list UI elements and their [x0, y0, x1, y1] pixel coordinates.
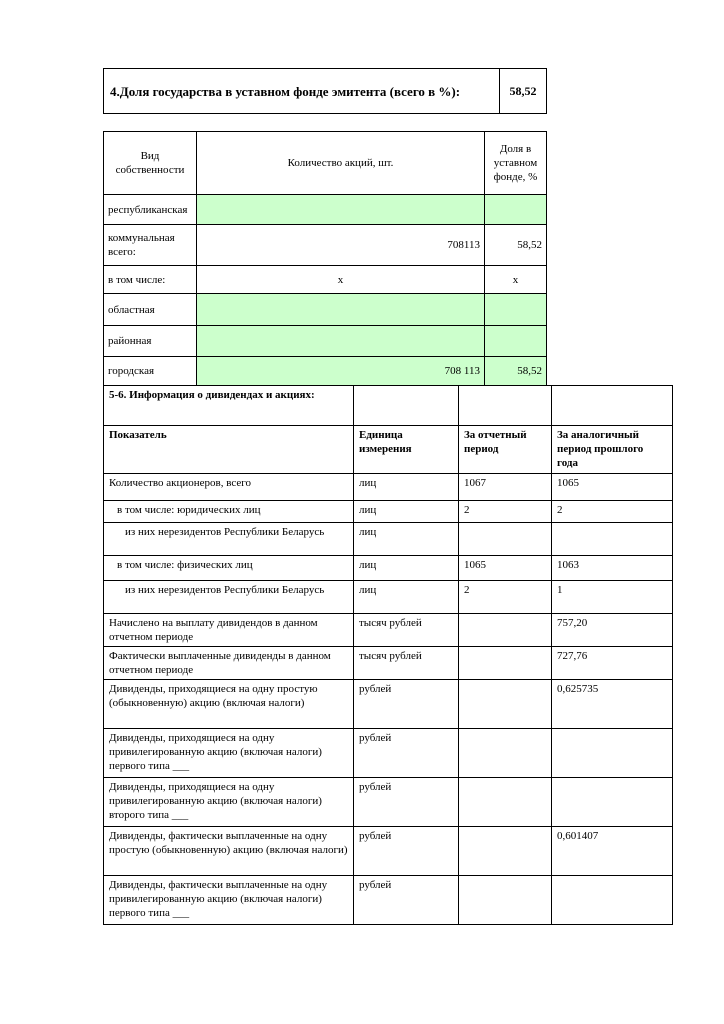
unit-cell: лиц	[354, 523, 459, 556]
current-cell	[459, 680, 552, 729]
indicator-header: Показатель	[104, 426, 354, 474]
table-row	[104, 778, 673, 827]
ownership-type: республиканская	[104, 195, 197, 225]
ownership-share: х	[485, 266, 547, 294]
unit-cell: лиц	[354, 581, 459, 614]
current-cell	[459, 729, 552, 778]
ownership-row	[104, 266, 547, 294]
indicator-cell: Фактически выплаченные дивиденды в данном отчетном периоде	[104, 647, 354, 680]
current-cell	[459, 778, 552, 827]
ownership-type: городская	[104, 357, 197, 386]
current-cell	[459, 876, 552, 925]
ownership-share	[485, 195, 547, 225]
dividends-title-row	[104, 386, 673, 426]
current-cell: 1065	[459, 556, 552, 581]
current-cell	[459, 827, 552, 876]
unit-cell: лиц	[354, 501, 459, 523]
ownership-qty-header: Количество акций, шт.	[197, 132, 485, 195]
indicator-cell: Начислено на выплату дивидендов в данном отчетном периоде	[104, 614, 354, 647]
previous-cell: 727,76	[552, 647, 673, 680]
ownership-share	[485, 326, 547, 357]
ownership-qty: 708113	[197, 225, 485, 266]
current-cell: 1067	[459, 474, 552, 501]
unit-cell: рублей	[354, 729, 459, 778]
unit-cell: рублей	[354, 680, 459, 729]
unit-cell: тысяч рублей	[354, 647, 459, 680]
unit-header: Единица измерения	[354, 426, 459, 474]
current-cell	[459, 614, 552, 647]
table-row	[104, 876, 673, 925]
previous-cell	[552, 876, 673, 925]
unit-cell: лиц	[354, 556, 459, 581]
previous-cell: 1063	[552, 556, 673, 581]
dividends-header-row	[104, 426, 673, 474]
table-row	[104, 556, 673, 581]
previous-cell: 757,20	[552, 614, 673, 647]
ownership-qty: х	[197, 266, 485, 294]
unit-cell: рублей	[354, 876, 459, 925]
indicator-cell: Дивиденды, фактически выплаченные на одну привилегированную акцию (включая налоги) первого типа ___	[104, 876, 354, 925]
ownership-share-header: Доля в уставном фонде, %	[485, 132, 547, 195]
indicator-cell: в том числе: физических лиц	[104, 556, 354, 581]
state-share-row	[104, 69, 547, 114]
unit-cell: тысяч рублей	[354, 614, 459, 647]
ownership-type: районная	[104, 326, 197, 357]
ownership-type: областная	[104, 294, 197, 326]
ownership-qty: 708 113	[197, 357, 485, 386]
table-row	[104, 614, 673, 647]
indicator-cell: Количество акционеров, всего	[104, 474, 354, 501]
previous-cell: 1065	[552, 474, 673, 501]
ownership-type-header: Вид собственности	[104, 132, 197, 195]
table-row	[104, 647, 673, 680]
ownership-row	[104, 326, 547, 357]
ownership-type: в том числе:	[104, 266, 197, 294]
ownership-qty	[197, 294, 485, 326]
previous-cell	[552, 778, 673, 827]
previous-cell: 1	[552, 581, 673, 614]
ownership-share	[485, 294, 547, 326]
ownership-type: коммунальная всего:	[104, 225, 197, 266]
section-title: 5-6. Информация о дивидендах и акциях:	[104, 386, 354, 426]
indicator-cell: Дивиденды, фактически выплаченные на одну простую (обыкновенную) акцию (включая налоги)	[104, 827, 354, 876]
ownership-qty	[197, 195, 485, 225]
ownership-header-row	[104, 132, 547, 195]
table-row	[104, 474, 673, 501]
indicator-cell: Дивиденды, приходящиеся на одну простую (обыкновенную) акцию (включая налоги)	[104, 680, 354, 729]
table-row	[104, 523, 673, 556]
previous-cell: 2	[552, 501, 673, 523]
ownership-row	[104, 357, 547, 386]
current-cell	[459, 647, 552, 680]
previous-period-header: За аналогичный период прошлого года	[552, 426, 673, 474]
table-row	[104, 680, 673, 729]
ownership-share: 58,52	[485, 225, 547, 266]
ownership-table	[103, 131, 547, 386]
indicator-cell: Дивиденды, приходящиеся на одну привилегированную акцию (включая налоги) первого типа ___	[104, 729, 354, 778]
current-cell: 2	[459, 501, 552, 523]
ownership-qty	[197, 326, 485, 357]
ownership-row	[104, 195, 547, 225]
current-period-header: За отчетный период	[459, 426, 552, 474]
unit-cell: рублей	[354, 827, 459, 876]
indicator-cell: из них нерезидентов Республики Беларусь	[104, 523, 354, 556]
state-share-value: 58,52	[500, 69, 547, 114]
previous-cell: 0,625735	[552, 680, 673, 729]
state-share-label: 4.Доля государства в уставном фонде эмитента (всего в %):	[104, 69, 500, 114]
current-cell	[459, 523, 552, 556]
ownership-row	[104, 294, 547, 326]
unit-cell: рублей	[354, 778, 459, 827]
ownership-row	[104, 225, 547, 266]
current-cell: 2	[459, 581, 552, 614]
table-row	[104, 581, 673, 614]
table-row	[104, 729, 673, 778]
previous-cell	[552, 523, 673, 556]
table-row	[104, 501, 673, 523]
indicator-cell: из них нерезидентов Республики Беларусь	[104, 581, 354, 614]
state-share-table	[103, 68, 547, 114]
previous-cell	[552, 729, 673, 778]
table-row	[104, 827, 673, 876]
previous-cell: 0,601407	[552, 827, 673, 876]
indicator-cell: в том числе: юридических лиц	[104, 501, 354, 523]
indicator-cell: Дивиденды, приходящиеся на одну привилегированную акцию (включая налоги) второго типа ___	[104, 778, 354, 827]
unit-cell: лиц	[354, 474, 459, 501]
ownership-share: 58,52	[485, 357, 547, 386]
dividends-table	[103, 385, 673, 925]
